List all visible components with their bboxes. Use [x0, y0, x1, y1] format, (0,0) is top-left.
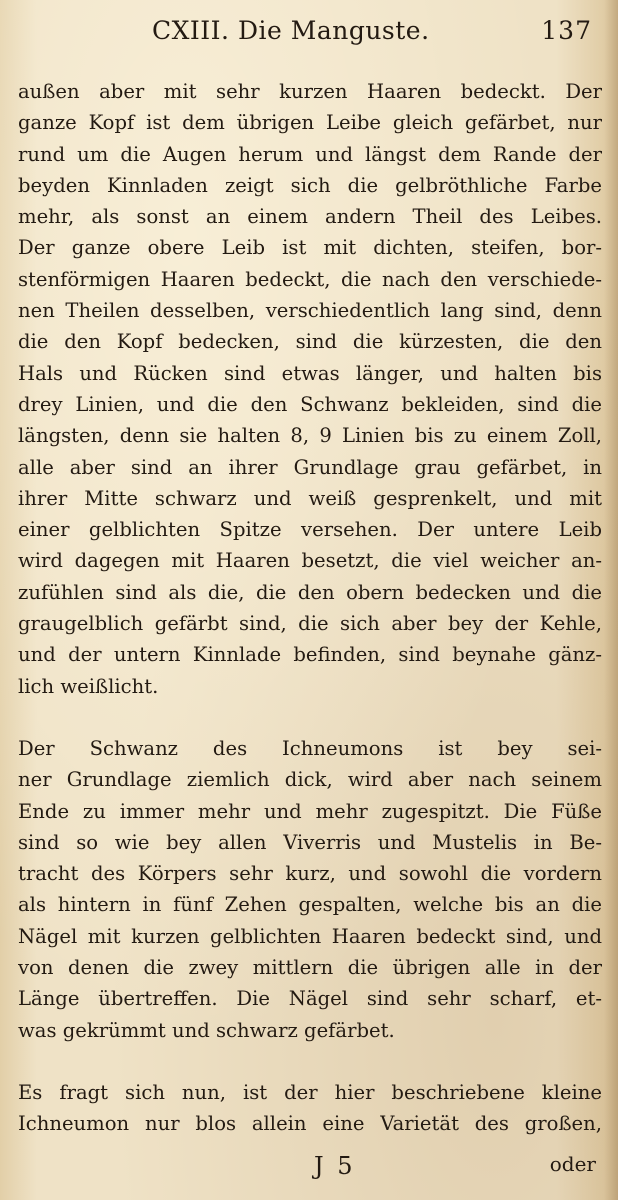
text-line: die den Kopf bedecken, sind die kürzesten, die den	[18, 330, 602, 354]
text-line: stenförmigen Haaren bedeckt, die nach den verschiede-	[18, 267, 602, 291]
paragraph-gap	[18, 1046, 602, 1077]
text-line: lich weißlicht.	[18, 674, 159, 698]
text-line: Hals und Rücken sind etwas länger, und halten bis	[18, 361, 602, 385]
page-edge-shadow	[604, 0, 618, 1200]
text-line: tracht des Körpers sehr kurz, und sowohl die vordern	[18, 862, 602, 886]
text-line: wird dagegen mit Haaren besetzt, die viel weicher an-	[18, 549, 602, 573]
text-line: ihrer Mitte schwarz und weiß gesprenkelt, und mit	[18, 486, 602, 510]
text-line: Ende zu immer mehr und mehr zugespitzt. Die Füße	[18, 799, 602, 823]
text-line: einer gelblichten Spitze versehen. Der untere Leib	[18, 518, 602, 542]
paragraph-gap	[18, 702, 602, 733]
text-line: rund um die Augen herum und längst dem Rande der	[18, 142, 602, 166]
page-header	[0, 8, 618, 56]
text-line: Der ganze obere Leib ist mit dichten, steifen, bor-	[18, 236, 602, 260]
body-text	[18, 76, 602, 1140]
running-title: CXIII. Die Manguste.	[152, 16, 430, 45]
text-line: nen Theilen desselben, verschiedentlich lang sind, denn	[18, 299, 602, 323]
text-line: und der untern Kinnlade befinden, sind beynahe gänz-	[18, 643, 602, 667]
text-line: drey Linien, und die den Schwanz bekleiden, sind die	[18, 392, 602, 416]
text-line: längsten, denn sie halten 8, 9 Linien bis zu einem Zoll,	[18, 424, 602, 448]
text-line: Der Schwanz des Ichneumons ist bey sei-	[18, 736, 602, 760]
text-line: Nägel mit kurzen gelblichten Haaren bedeckt sind, und	[18, 924, 602, 948]
text-line: alle aber sind an ihrer Grundlage grau gefärbet, in	[18, 455, 602, 479]
page-footer	[0, 1150, 618, 1190]
text-line: Es fragt sich nun, ist der hier beschriebene kleine	[18, 1080, 602, 1104]
signature-mark: J 5	[314, 1152, 356, 1180]
text-line: von denen die zwey mittlern die übrigen alle in der	[18, 956, 602, 980]
text-line: sind so wie bey allen Viverris und Mustelis in Be-	[18, 830, 602, 854]
page-number: 137	[541, 16, 592, 45]
text-line: Ichneumon nur blos allein eine Varietät des großen,	[18, 1112, 602, 1136]
text-line: ner Grundlage ziemlich dick, wird aber nach seinem	[18, 768, 602, 792]
text-line: außen aber mit sehr kurzen Haaren bedeckt. Der	[18, 80, 602, 103]
text-line: beyden Kinnladen zeigt sich die gelbröthliche Farbe	[18, 173, 602, 197]
text-line: graugelblich gefärbt sind, die sich aber bey der Kehle,	[18, 612, 602, 636]
text-line: als hintern in fünf Zehen gespalten, welche bis an die	[18, 893, 602, 917]
text-line: zufühlen sind als die, die den obern bedecken und die	[18, 580, 602, 604]
catchword: oder	[549, 1152, 596, 1176]
text-line: Länge übertreffen. Die Nägel sind sehr scharf, et-	[18, 987, 602, 1011]
text-line: ganze Kopf ist dem übrigen Leibe gleich gefärbet, nur	[18, 111, 602, 135]
text-line: mehr, als sonst an einem andern Theil des Leibes.	[18, 205, 602, 229]
text-line: was gekrümmt und schwarz gefärbet.	[18, 1018, 395, 1042]
